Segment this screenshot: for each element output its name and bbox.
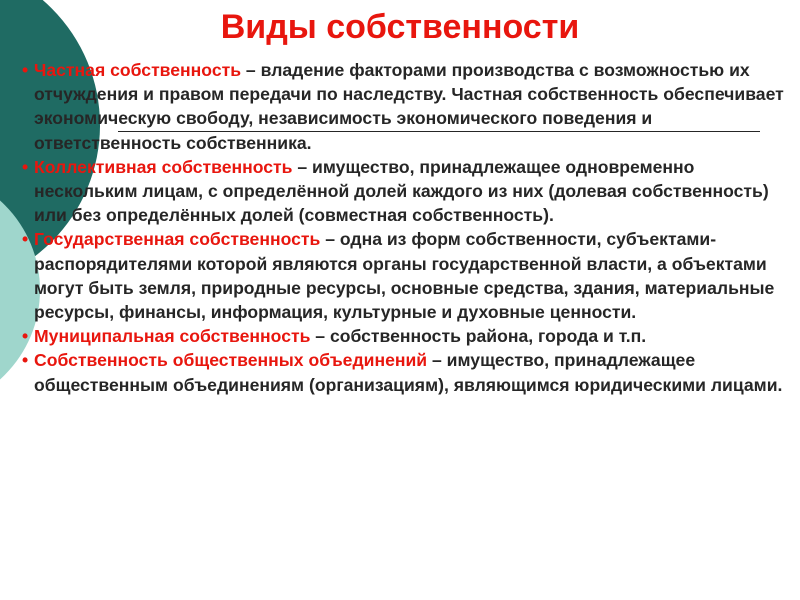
definition-state: – одна из форм собственности, субъектами-распорядителями которой являются органы государственной власти, а объектами могут быть земля, природные ресурсы, основные средства, здания, материальные ресурсы, финансы, информация, культурные и духовные ценности. — [34, 229, 775, 323]
bullet-icon: • — [22, 326, 29, 347]
definition-collective: – имущество, принадлежащее одновременно нескольким лицам, с определённой долей каждого из них (долевая собственность) или без определённых долей (совместная собственность). — [34, 156, 769, 226]
list-item-collective — [22, 155, 792, 228]
definition-public-associations: – имущество, принадлежащее общественным объединениям (организациям), являющимся юридическими лицами. — [34, 350, 783, 395]
bullet-icon: • — [22, 350, 29, 371]
list-item-municipal — [22, 324, 792, 348]
term-state: Государственная собственность — [34, 229, 321, 250]
term-private: Частная собственность — [34, 60, 242, 80]
definition-municipal: – собственность района, города и т.п. — [310, 326, 647, 347]
definition-private: – владение факторами производства с возможностью их отчуждения и правом передачи по наследству. Частная собственность обеспечивает экономическую свободу, независимость экономического поведения и ответственность собственника. — [34, 60, 784, 153]
list-item-state — [22, 227, 792, 324]
divider-line — [118, 131, 760, 132]
slide-title: Виды собственности — [220, 8, 580, 46]
bullet-icon: • — [22, 60, 29, 80]
term-municipal: Муниципальная собственность — [34, 326, 311, 347]
term-public-associations: Собственность общественных объединений — [34, 350, 428, 371]
definitions-list — [22, 58, 792, 397]
bullet-icon: • — [22, 156, 29, 177]
list-item-public-associations — [22, 348, 792, 396]
term-collective: Коллективная собственность — [34, 156, 293, 177]
list-item-private — [22, 58, 792, 155]
bullet-icon: • — [22, 229, 29, 250]
